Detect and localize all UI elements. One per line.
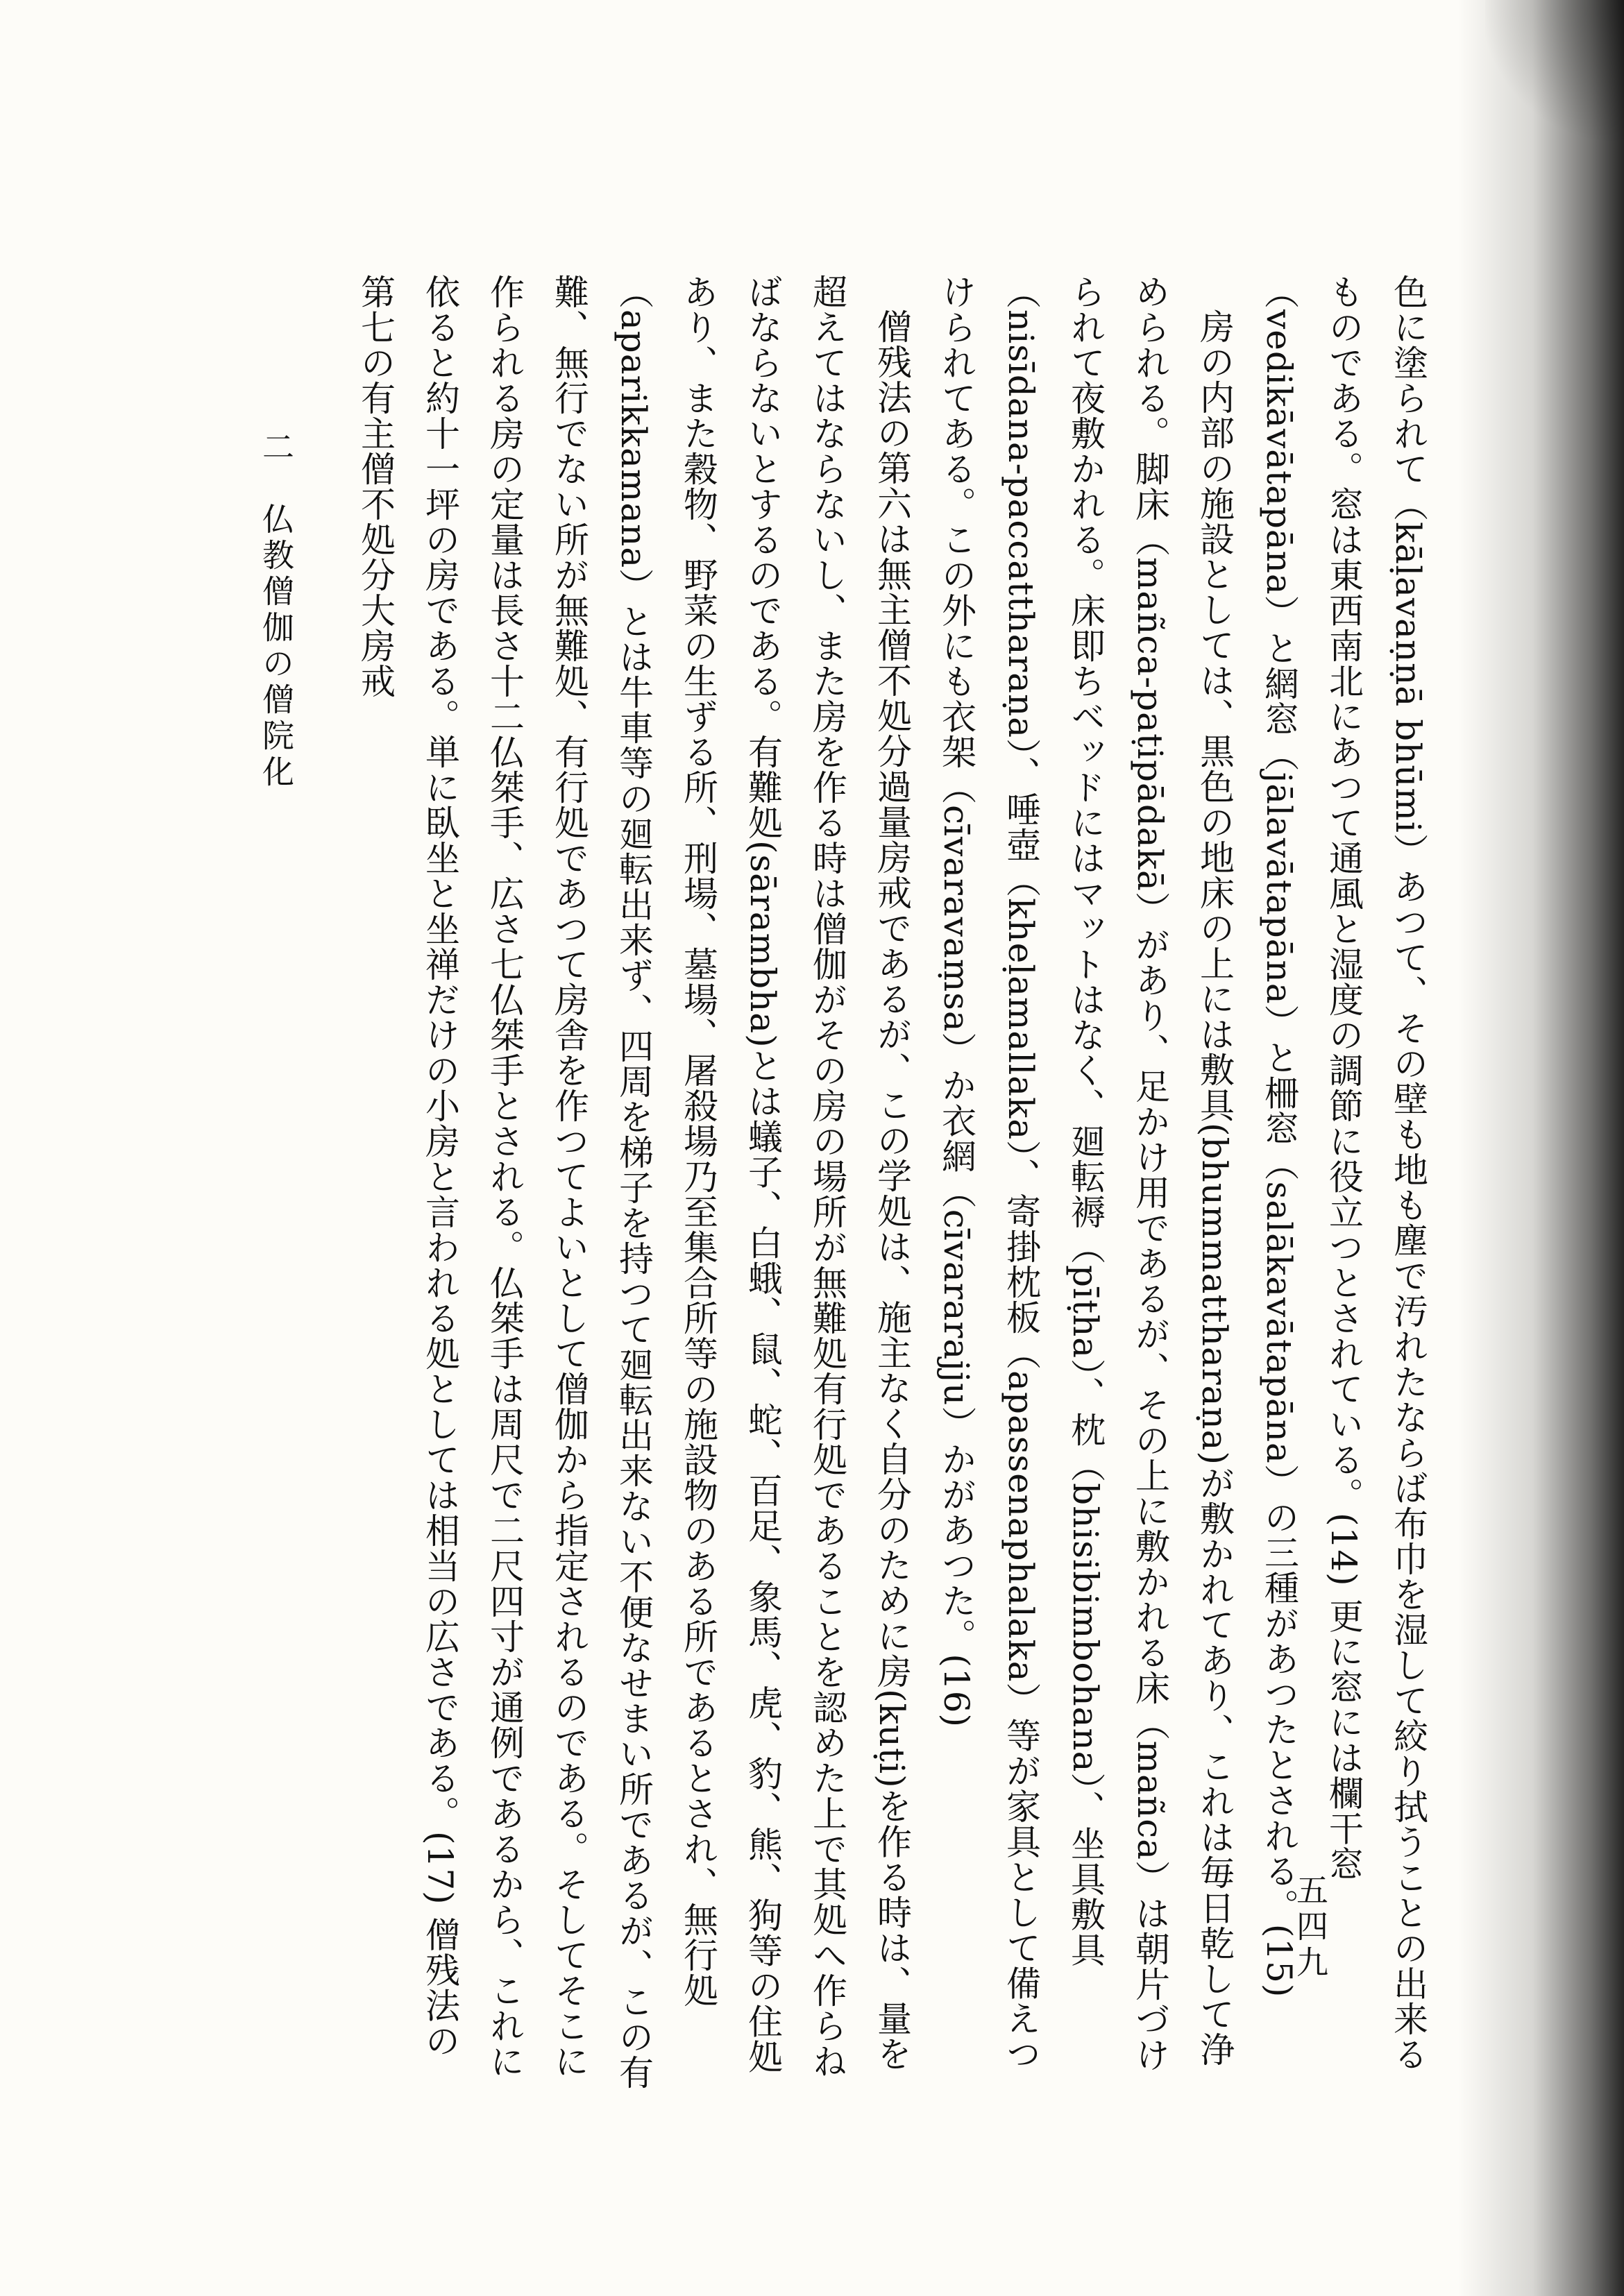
page-number: 五四九: [1292, 1873, 1329, 1982]
page-edge-shadow: [1457, 0, 1624, 2296]
page-corner-shadow: [1485, 0, 1624, 153]
paragraph: 房の内部の施設としては、黒色の地床の上には敷具(bhummattharaṇa)が敷かれてあり、これは毎日乾して浄められる。脚床（mañca-paṭipādakā）があり、足かけ用であるが、その上に敷かれる床（mañca）は朝片づけられて夜敷かれる。床即ちベッドにはマットはなく、廻転褥（pīṭha）、枕（bhisibimbohana）、坐具敷具（nisīdana-paccattharaṇa）、唾壺（kheḷamallaka）、寄掛枕板（apassenaphalaka）等が家具として備えつけられてある。この外にも衣架（cīvaravaṃsa）か衣網（cīvararajju）かがあつた。(16): [936, 274, 1235, 2073]
running-head: 二 仏教僧伽の僧院化: [257, 430, 295, 791]
paragraph: 僧残法の第六は無主僧不処分過量房戒であるが、この学処は、施主なく自分のために房(kuṭi)を作る時は、量を超えてはならないし、また房を作る時は僧伽がその房の場所が無難処有行処であることを認めた上で其処へ作らねばならないとするのである。有難処(sārambha)とは蟻子、白蛾、鼠、蛇、百足、象馬、虎、豹、熊、狗等の住処あり、また穀物、野菜の生ずる所、刑場、墓場、屠殺場乃至集合所等の施設物のある所であるとされ、無行処（aparikkamana）とは牛車等の廻転出来ず、四周を梯子を持つて廻転出来ない不便なせまい所であるが、この有難、無行でない所が無難処、有行処であつて房舎を作つてよいとして僧伽から指定されるのである。そしてそこに作られる房の定量は長さ十二仏桀手、広さ七仏桀手とされる。仏桀手は周尺で二尺四寸が通例であるから、これに依ると約十一坪の房である。単に臥坐と坐禅だけの小房と言われる処としては相当の広さである。(17) 僧残法の第七の有主僧不処分大房戒: [355, 274, 912, 2091]
body-text: [316, 274, 1440, 2092]
paragraph: 色に塗られて（kāḷavaṇṇā bhūmi）あつて、その壁も地も塵で汚れたならば布巾を湿して絞り拭うことの出来るものである。窓は東西南北にあつて通風と湿度の調節に役立つとされている。(14) 更に窓には欄干窓（vedikāvātapāna）と網窓（jālavātapāna）と柵窓（salākavātapāna）の三種があつたとされる。(15): [1259, 274, 1428, 2072]
